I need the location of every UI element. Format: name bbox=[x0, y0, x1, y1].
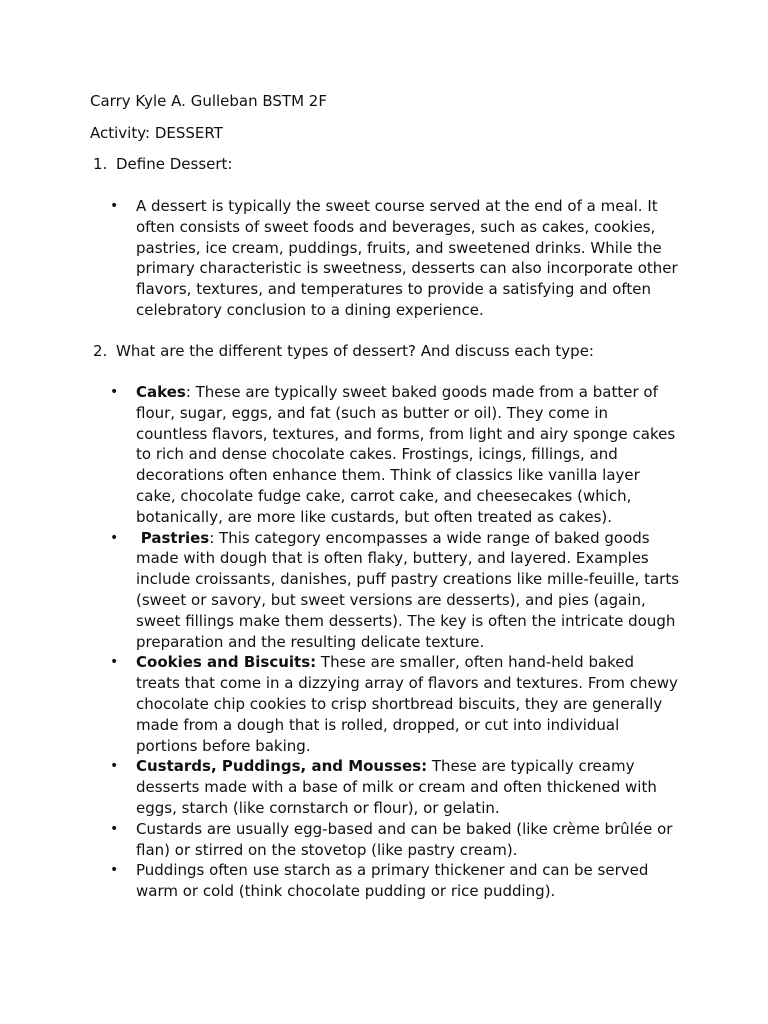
bullet-term: Custards, Puddings, and Mousses: bbox=[136, 757, 428, 776]
bullet-icon: • bbox=[110, 862, 119, 879]
bullet-icon: • bbox=[110, 529, 119, 546]
list-item bbox=[0, 756, 681, 818]
bullet-icon: • bbox=[110, 654, 119, 671]
bullet-icon: • bbox=[110, 820, 119, 837]
list-item bbox=[0, 528, 681, 653]
bullet-text: A dessert is typically the sweet course served at the end of a meal. It often consists of sweet foods and beverages, such as cakes, cookies, pastries, ice cream, puddings, fruits, and sweetened drinks. While the primary characteristic is sweetness, desserts can also incorporate other flavors, textures, and temperatures to provide a satisfying and often celebratory conclusion to a dining experience. bbox=[136, 197, 678, 319]
section-1-heading bbox=[93, 154, 232, 175]
section-2-number: 2. bbox=[93, 342, 108, 360]
list-item bbox=[0, 196, 681, 321]
bullet-text: : These are typically sweet baked goods made from a batter of flour, sugar, eggs, and fat (such as butter or oil). They come in countless flavors, textures, and forms, from light and airy sponge cakes to rich and dense chocolate cakes. Frostings, icings, fillings, and decorations often enhance them. Think of classics like vanilla layer cake, chocolate fudge cake, carrot cake, and cheesecakes (which, botanically, are more like custards, but often treated as cakes). bbox=[136, 383, 676, 526]
activity-line: Activity: DESSERT bbox=[90, 124, 223, 142]
bullet-text: : This category encompasses a wide range of baked goods made with dough that is often flaky, buttery, and layered. Examples include croissants, danishes, puff pastry creations like mille-feuille, tarts (sweet or savory, but sweet versions are desserts), and pies (again, sweet fillings make them desserts). The key is often the intricate dough preparation and the resulting delicate texture. bbox=[136, 528, 680, 651]
author-line: Carry Kyle A. Gulleban BSTM 2F bbox=[90, 92, 327, 110]
section-2-title: What are the different types of dessert? And discuss each type: bbox=[116, 342, 594, 360]
section-1-number: 1. bbox=[93, 155, 108, 173]
list-item bbox=[0, 382, 681, 528]
bullet-text: These are smaller, often hand-held baked treats that come in a dizzying array of flavors and textures. From chewy chocolate chip cookies to crisp shortbread biscuits, they are generally made from a dough that is rolled, dropped, or cut into individual portions before baking. bbox=[136, 653, 678, 755]
bullet-icon: • bbox=[110, 198, 119, 214]
section-1-bullet-list bbox=[0, 196, 681, 321]
section-2-bullet-list bbox=[0, 382, 681, 902]
bullet-term: Cookies and Biscuits: bbox=[136, 653, 317, 672]
list-item bbox=[0, 652, 681, 756]
bullet-text: Custards are usually egg-based and can be baked (like crème brûlée or flan) or stirred on the stovetop (like pastry cream). bbox=[136, 819, 673, 859]
bullet-icon: • bbox=[110, 384, 119, 400]
list-item bbox=[0, 819, 681, 861]
bullet-text: Puddings often use starch as a primary thickener and can be served warm or cold (think chocolate pudding or rice pudding). bbox=[136, 861, 649, 901]
bullet-term: Cakes bbox=[136, 383, 186, 401]
bullet-text: These are typically creamy desserts made with a base of milk or cream and often thickened with eggs, starch (like cornstarch or flour), or gelatin. bbox=[136, 757, 657, 817]
section-1-title: Define Dessert: bbox=[116, 155, 233, 173]
bullet-term: Pastries bbox=[140, 528, 210, 547]
list-item bbox=[0, 860, 681, 902]
bullet-icon: • bbox=[110, 758, 119, 775]
section-2-heading bbox=[93, 341, 594, 362]
